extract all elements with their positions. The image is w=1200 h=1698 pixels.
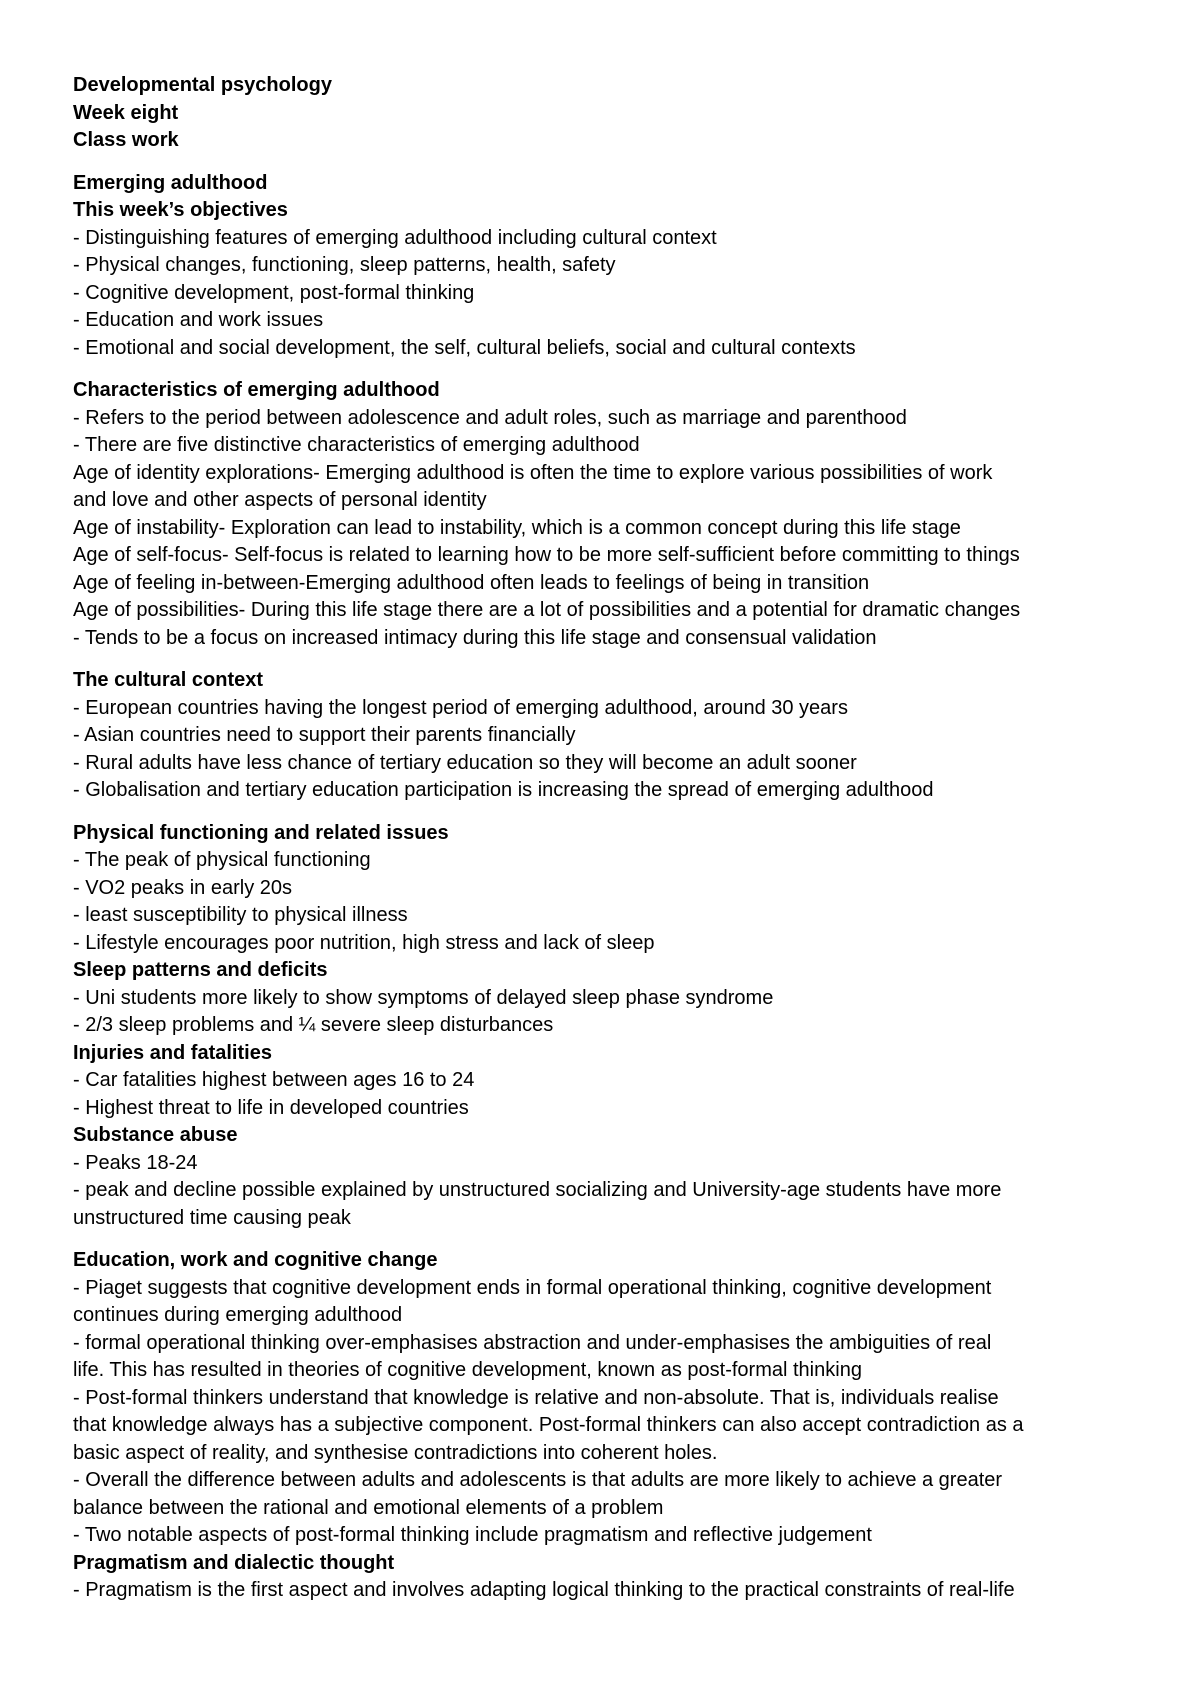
document-title: Developmental psychology — [73, 74, 332, 96]
document-week: Week eight — [73, 101, 179, 124]
section-heading: Emerging adulthood — [73, 171, 268, 194]
section-heading: Characteristics of emerging adulthood — [73, 379, 440, 401]
body-text-line: - The peak of physical functioning — [73, 849, 371, 871]
body-text-line: - Rural adults have less chance of tertiary education so they will become an adult sooner — [73, 751, 857, 774]
document-body — [73, 155, 1140, 1605]
document-section — [73, 170, 1140, 363]
body-text-line: - Peaks 18-24 — [73, 1151, 198, 1174]
body-text-line: unstructured time causing peak — [73, 1206, 351, 1229]
body-text-line: - least susceptibility to physical illness — [73, 904, 408, 926]
body-text-line: - Distinguishing features of emerging adulthood including cultural context — [73, 226, 717, 249]
section-heading: Physical functioning and related issues — [73, 821, 449, 844]
section-heading: This week’s objectives — [73, 199, 288, 221]
body-text-line: - European countries having the longest period of emerging adulthood, around 30 years — [73, 696, 848, 719]
document-section — [73, 377, 1140, 652]
body-text-line: and love and other aspects of personal identity — [73, 489, 487, 511]
body-text-line: - Asian countries need to support their parents financially — [73, 724, 576, 746]
body-text-line: - Pragmatism is the first aspect and involves adapting logical thinking to the practical constraints of real-life — [73, 1579, 1015, 1601]
body-text-line: - Overall the difference between adults and adolescents is that adults are more likely to achieve a greater — [73, 1469, 1003, 1491]
body-text-line: - Two notable aspects of post-formal thinking include pragmatism and reflective judgement — [73, 1524, 872, 1546]
body-text-line: life. This has resulted in theories of cognitive development, known as post-formal thinking — [73, 1359, 862, 1381]
body-text-line: continues during emerging adulthood — [73, 1304, 403, 1326]
section-heading: Injuries and fatalities — [73, 1041, 272, 1064]
body-text-line: Age of possibilities- During this life stage there are a lot of possibilities and a potential for dramatic changes — [73, 599, 1021, 621]
body-text-line: - Emotional and social development, the self, cultural beliefs, social and cultural contexts — [73, 336, 856, 359]
body-text-line: - Uni students more likely to show symptoms of delayed sleep phase syndrome — [73, 986, 774, 1009]
body-text-line: basic aspect of reality, and synthesise contradictions into coherent holes. — [73, 1441, 718, 1464]
body-text-line: - Lifestyle encourages poor nutrition, high stress and lack of sleep — [73, 931, 655, 954]
body-text-line: - Post-formal thinkers understand that knowledge is relative and non-absolute. That is, individuals realise — [73, 1386, 999, 1409]
document-subtitle: Class work — [73, 129, 179, 151]
section-spacer — [73, 362, 1140, 377]
body-text-line: Age of instability- Exploration can lead to instability, which is a common concept during this life stage — [73, 516, 961, 539]
section-heading: Sleep patterns and deficits — [73, 959, 328, 981]
document-section — [73, 667, 1140, 805]
body-text-line: - Highest threat to life in developed countries — [73, 1096, 469, 1119]
section-heading: The cultural context — [73, 669, 264, 691]
body-text-line: - VO2 peaks in early 20s — [73, 876, 292, 899]
body-text-line: - Piaget suggests that cognitive development ends in formal operational thinking, cognitive development — [73, 1276, 992, 1299]
section-spacer — [73, 652, 1140, 667]
body-text-line: - peak and decline possible explained by unstructured socializing and University-age students have more — [73, 1179, 1002, 1201]
body-text-line: - Physical changes, functioning, sleep patterns, health, safety — [73, 254, 616, 276]
body-text-line: - Refers to the period between adolescence and adult roles, such as marriage and parenthood — [73, 406, 907, 429]
body-text-line: - 2/3 sleep problems and ¼ severe sleep disturbances — [73, 1014, 554, 1036]
document-section — [73, 820, 1140, 1233]
section-heading: Substance abuse — [73, 1124, 238, 1146]
body-text-line: balance between the rational and emotional elements of a problem — [73, 1496, 664, 1519]
document-section — [73, 1247, 1140, 1605]
section-heading: Education, work and cognitive change — [73, 1249, 438, 1271]
section-spacer — [73, 155, 1140, 170]
body-text-line: Age of identity explorations- Emerging adulthood is often the time to explore various possibilities of work — [73, 461, 993, 484]
body-text-line: - Tends to be a focus on increased intimacy during this life stage and consensual validation — [73, 626, 877, 649]
body-text-line: - Car fatalities highest between ages 16 to 24 — [73, 1069, 475, 1091]
body-text-line: that knowledge always has a subjective component. Post-formal thinkers can also accept contradiction as a — [73, 1414, 1024, 1436]
body-text-line: - There are five distinctive characteristics of emerging adulthood — [73, 434, 640, 456]
body-text-line: - Cognitive development, post-formal thinking — [73, 281, 475, 304]
body-text-line: - formal operational thinking over-emphasises abstraction and under-emphasises the ambiguities of real — [73, 1331, 992, 1354]
body-text-line: Age of self-focus- Self-focus is related to learning how to be more self-sufficient before committing to things — [73, 544, 1020, 566]
body-text-line: - Globalisation and tertiary education participation is increasing the spread of emerging adulthood — [73, 779, 934, 801]
section-spacer — [73, 805, 1140, 820]
body-text-line: - Education and work issues — [73, 309, 324, 331]
section-spacer — [73, 1232, 1140, 1247]
section-heading: Pragmatism and dialectic thought — [73, 1551, 395, 1574]
body-text-line: Age of feeling in-between-Emerging adulthood often leads to feelings of being in transition — [73, 571, 870, 594]
document-header — [73, 72, 1140, 155]
